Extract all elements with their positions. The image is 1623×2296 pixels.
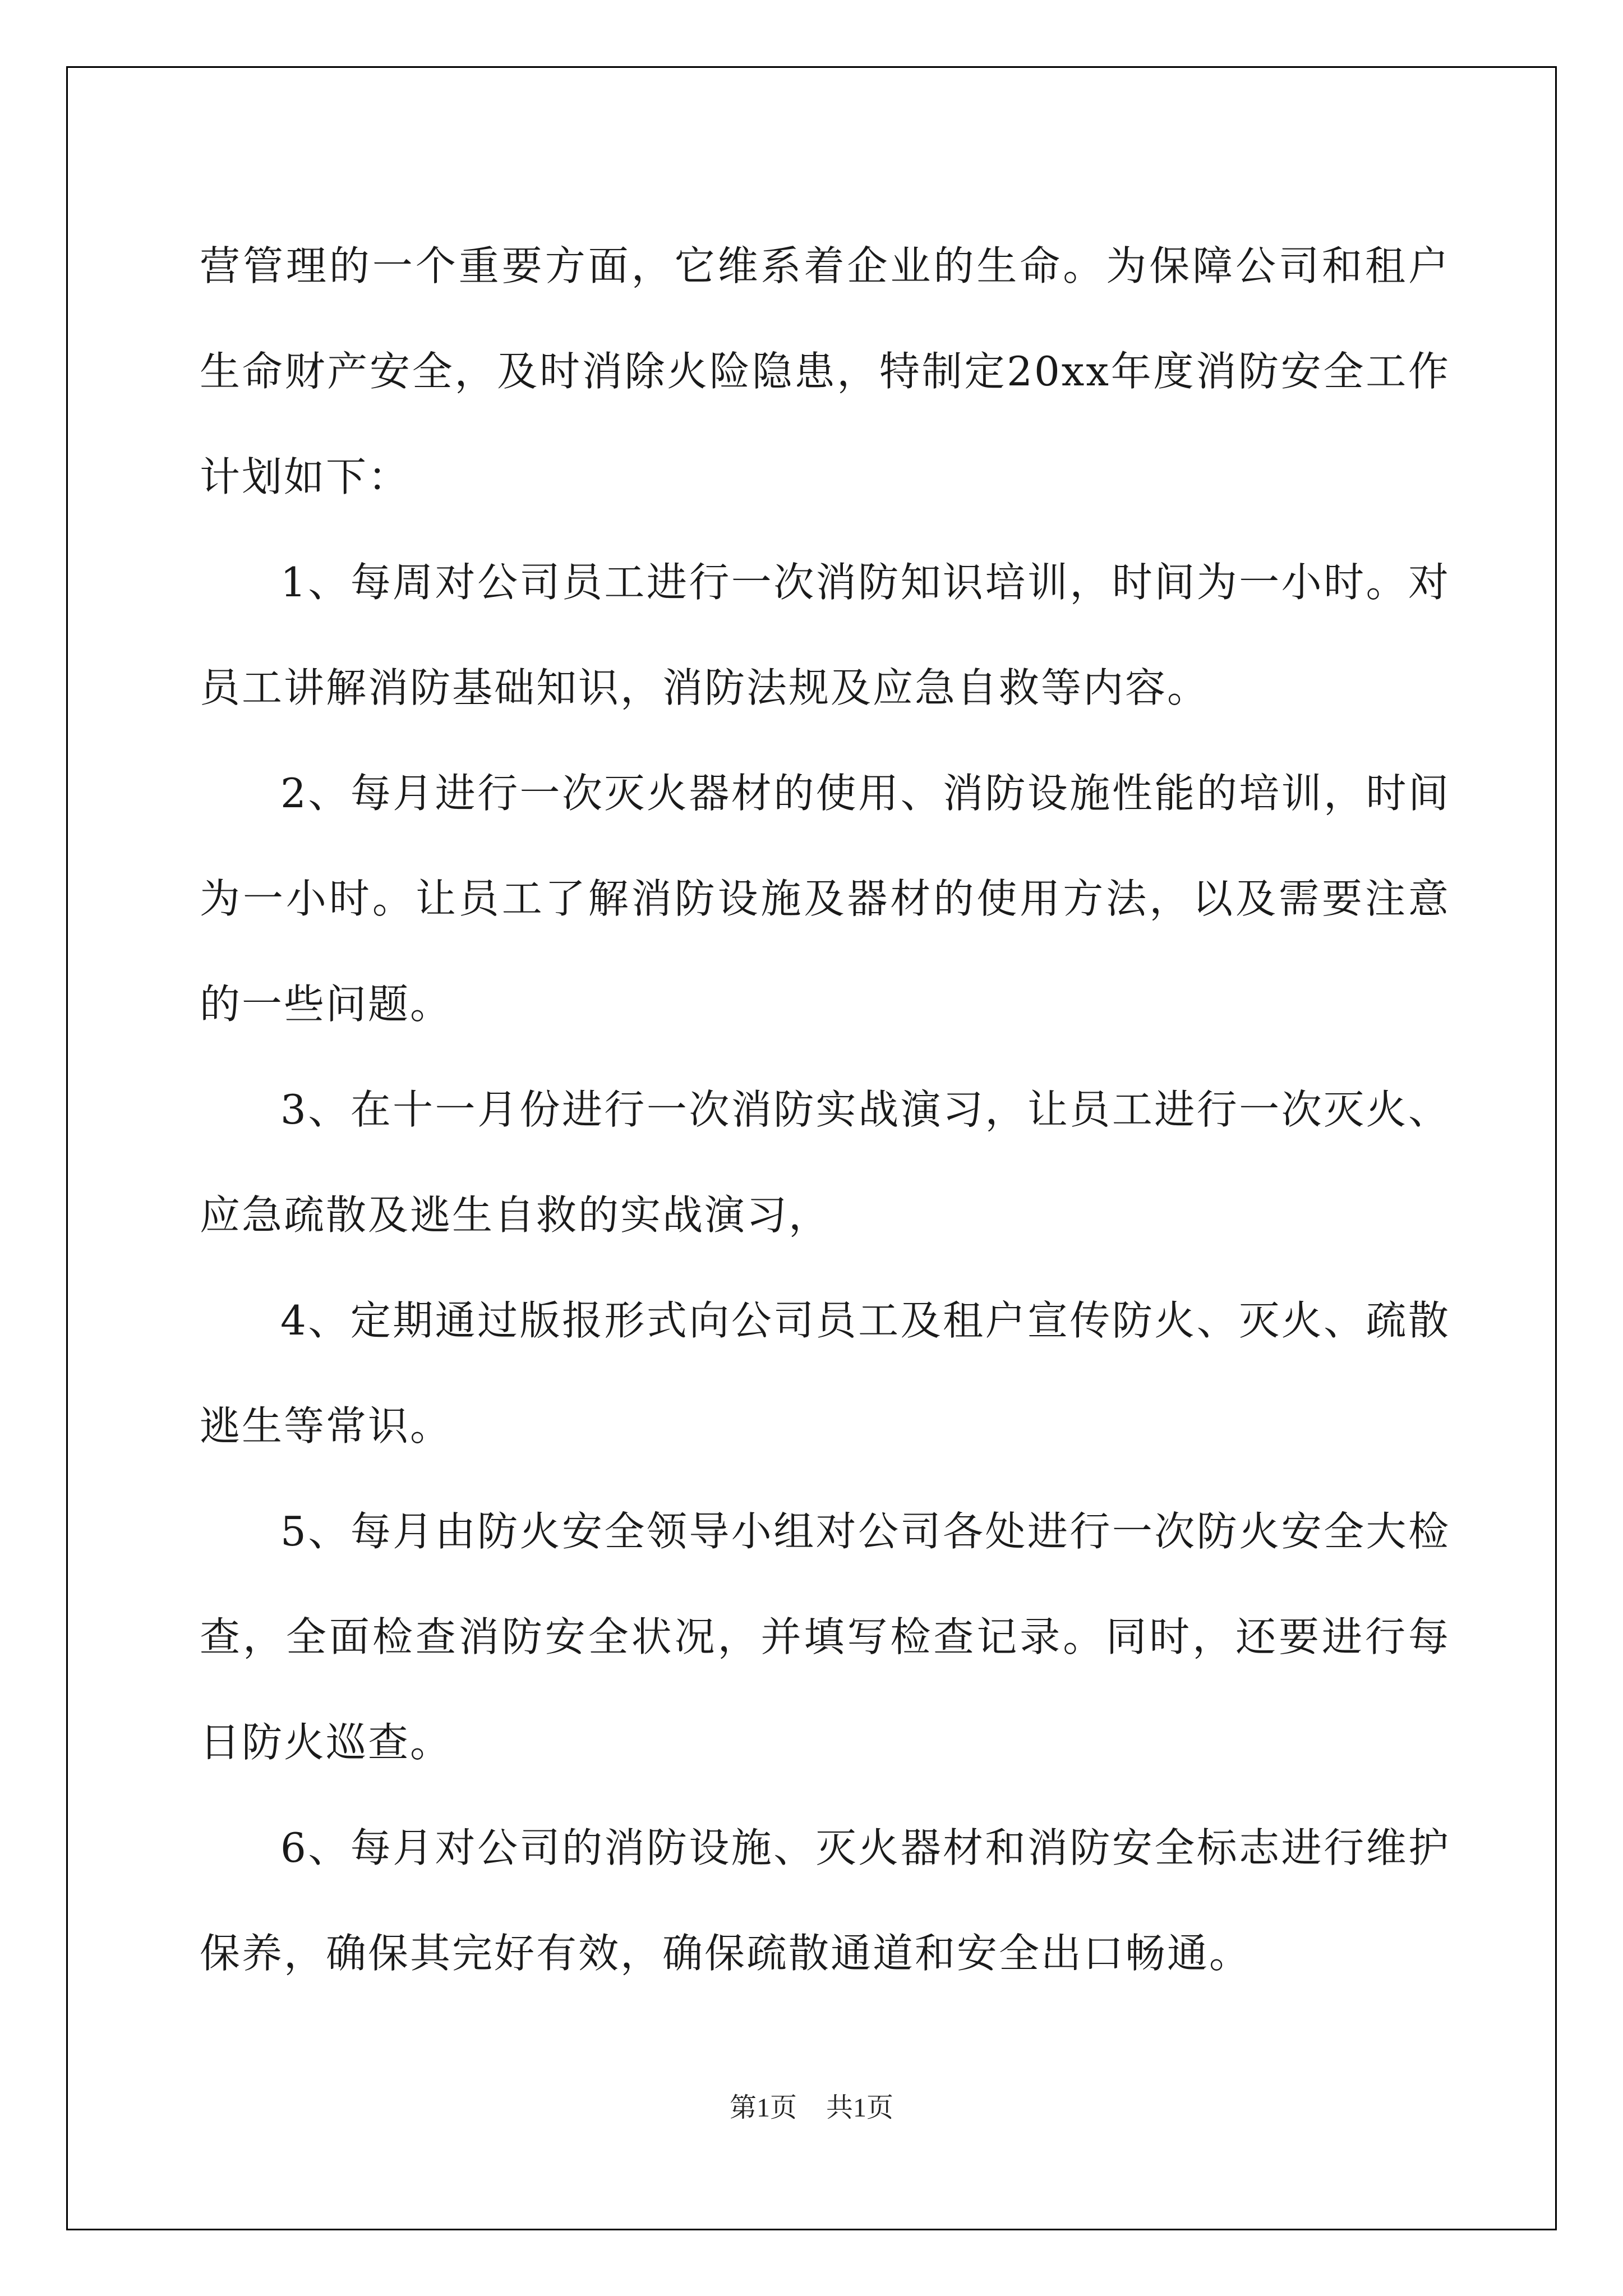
paragraph-item-6: 6、每月对公司的消防设施、灭火器材和消防安全标志进行维护保养，确保其完好有效，确保疏散通道和安全出口畅通。: [200, 1824, 1450, 1977]
paragraph-item-1: 1、每周对公司员工进行一次消防知识培训，时间为一小时。对员工讲解消防基础知识，消防法规及应急自救等内容。: [200, 559, 1450, 711]
page-number-current: 第1页: [729, 2093, 797, 2123]
page-number-total: 共1页: [826, 2093, 894, 2123]
paragraph-item-3: 3、在十一月份进行一次消防实战演习，让员工进行一次灭火、应急疏散及逃生自救的实战演习，: [200, 1086, 1450, 1239]
page-footer: [0, 2086, 1623, 2124]
paragraph-item-4: 4、定期通过版报形式向公司员工及租户宣传防火、灭火、疏散逃生等常识。: [200, 1297, 1450, 1450]
paragraph-item-2: 2、每月进行一次灭火器材的使用、消防设施性能的培训，时间为一小时。让员工了解消防设施及器材的使用方法，以及需要注意的一些问题。: [200, 770, 1450, 1028]
document-body: [200, 213, 1450, 2006]
paragraph-item-5: 5、每月由防火安全领导小组对公司各处进行一次防火安全大检查，全面检查消防安全状况，并填写检查记录。同时，还要进行每日防火巡查。: [200, 1508, 1450, 1766]
paragraph-intro: 营管理的一个重要方面，它维系着企业的生命。为保障公司和租户生命财产安全，及时消除火险隐患，特制定20xx年度消防安全工作计划如下：: [200, 242, 1450, 500]
